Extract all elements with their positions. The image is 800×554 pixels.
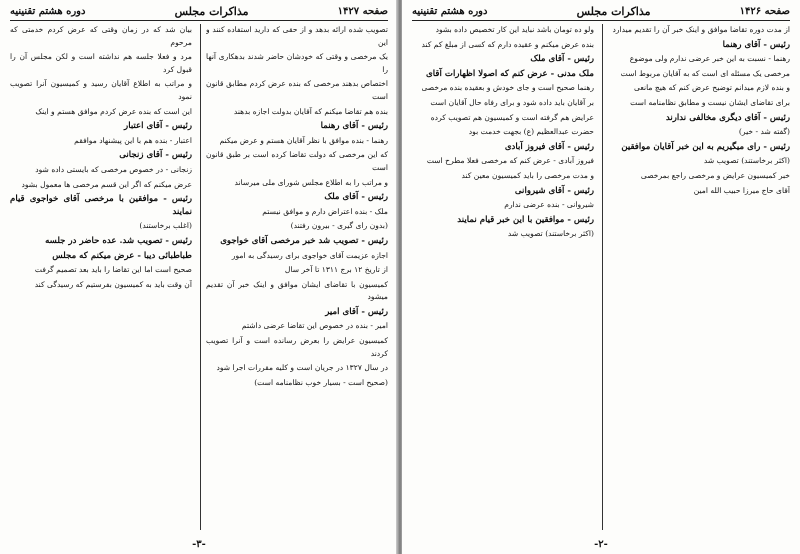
paragraph: (اکثر برخاستند) تصویب شد	[507, 229, 594, 239]
paragraph: که این مرخصی که دولت تقاضا کرده است بر طبق قانون است	[206, 150, 388, 172]
paragraph: فیروز آبادی - عرض کنم که مرخصی فعلا مطرح است	[426, 156, 594, 166]
paragraph: کمیسیون عرایض را بعرض رسانده است و آنرا تصویب کردند	[206, 336, 388, 358]
text-column-right	[608, 24, 790, 528]
paragraph: اعتبار - بنده هم با این پیشنهاد موافقم	[74, 135, 192, 145]
paragraph: تصویب شده ارائه بدهد و از حقی که دارید استفاده کنند و این	[206, 25, 388, 47]
paragraph: یک مرخصی و وقتی که خودشان حاضر شدند بدهکاری آنها را	[206, 52, 388, 74]
paragraph: عرض میکنم که اگر این قسم مرخصی ها معمول بشود	[21, 179, 192, 189]
speaker-line: رئیس - آقای رهنما	[320, 121, 388, 132]
speaker-line: رئیس - رای میگیریم به این خبر آقایان موافقین	[621, 141, 790, 152]
speaker-line: رئیس - آقای اعتبار	[124, 121, 192, 132]
paragraph: آقای حاج میرزا حبیب الله امین	[693, 185, 790, 195]
speaker-line: ملک مدنی - عرض کنم که اصولا اظهارات آقای	[426, 68, 594, 79]
speaker-line: رئیس - موافقین با مرخصی آقای خواجوی قیام نمایند	[10, 194, 192, 217]
header-page-number: صفحه ۱۴۲۶	[739, 6, 790, 17]
paragraph: و مدت مرخصی را باید کمیسیون معین کند	[461, 170, 594, 180]
paragraph: و بنده لازم میدانم توضیح عرض کنم که هیچ مانعی	[634, 83, 790, 93]
paragraph: مرخصی یک مسئله ای است که به آقایان مربوط است	[620, 68, 790, 78]
paragraph: صحیح است اما این تقاضا را باید بعد تصمیم گرفت	[34, 265, 192, 275]
speaker-line: رئیس - تصویب شد خبر مرخصی آقای خواجوی	[220, 235, 388, 246]
paragraph: شیروانی - بنده عرضی ندارم	[504, 200, 594, 210]
text-column-right	[206, 24, 388, 528]
paragraph: (گفته شد - خیر)	[738, 127, 790, 137]
paragraph: بیان شد که در زمان وقتی که عرض کردم خدمتی که مرحوم	[10, 25, 192, 47]
paragraph: (بدون رای گیری - بیرون رفتند)	[290, 221, 388, 231]
paragraph: رهنما - بنده موافق با نظر آقایان هستم و عرض میکنم	[219, 135, 388, 145]
paragraph: حضرت عبدالعظیم (ع) بجهت خدمت بود	[468, 127, 594, 137]
text-column-left	[412, 24, 594, 528]
page-header	[10, 4, 388, 19]
speaker-line: رئیس - آقای امیر	[325, 306, 388, 317]
speaker-line: رئیس - آقای دیگری مخالفی ندارند	[665, 112, 790, 123]
page-folio: -۳-	[192, 539, 206, 550]
speaker-line: رئیس - تصویب شد. عده حاضر در جلسه	[45, 235, 192, 246]
header-page-number: صفحه ۱۴۲۷	[337, 6, 388, 17]
header-rule	[10, 20, 388, 21]
paragraph: این است که بنده عرض کردم موافق هستم و اینک	[35, 106, 192, 116]
paragraph: عرایض هم گرفته است و کمیسیون هم تصویب کرده	[430, 112, 594, 122]
paragraph: بر آقایان باید داده شود و برای رفاه حال آقایان است	[430, 97, 594, 107]
paragraph: در سال ۱۳۲۷ در جریان است و کلیه مقررات اجرا شود	[216, 363, 388, 373]
header-title: مذاکرات مجلس	[174, 5, 249, 18]
paragraph: کمیسیون با تقاضای ایشان موافق و اینک خبر آن تقدیم میشود	[206, 279, 388, 302]
paragraph: (صحیح است - بسیار خوب نظامنامه است)	[254, 377, 388, 387]
left-page	[0, 0, 398, 554]
speaker-line: رئیس - آقای شیروانی	[514, 185, 594, 196]
paragraph: زنجانی - در خصوص مرخصی که بایستی داده شود	[35, 164, 192, 174]
paragraph: ولو ده تومان باشد نباید این کار تخصیص داده بشود	[435, 25, 594, 34]
paragraph: ملک - بنده اعتراض دارم و موافق نیستم	[262, 206, 388, 216]
speaker-line: طباطبائی دیبا - عرض میکنم که مجلس	[52, 250, 192, 261]
text-column-left	[10, 24, 192, 528]
column-divider	[602, 24, 603, 530]
speaker-line: رئیس - آقای فیروز آبادی	[504, 141, 594, 152]
speaker-line: رئیس - موافقین با این خبر قیام نمایند	[457, 214, 594, 225]
paragraph: از مدت دوره تقاضا موافق و اینک خبر آن را تقدیم میدارد	[612, 25, 790, 34]
paragraph: بنده هم تقاضا میکنم که آقایان بدولت اجازه بدهند	[233, 106, 388, 116]
paragraph: از تاریخ ۱۲ برج ۱۳۱۱ تا آخر سال	[284, 265, 388, 275]
paragraph: اختصاص بدهند مرخصی که بنده عرض کردم مطابق قانون است	[206, 79, 388, 101]
paragraph: خبر کمیسیون عرایض و مرخصی راجع بمرخصی	[640, 170, 790, 180]
header-title: مذاکرات مجلس	[576, 5, 651, 18]
paragraph: مرد و فعلا جلسه هم نداشته است و لکن مجلس آن را قبول کرد	[10, 52, 192, 74]
header-rule	[412, 20, 790, 21]
paragraph: (اکثر برخاستند) تصویب شد	[703, 156, 790, 166]
speaker-line: رئیس - آقای زنجانی	[119, 150, 192, 161]
paragraph: و مراتب به اطلاع آقایان رسید و کمیسیون آنرا تصویب نمود	[10, 79, 192, 101]
paragraph: و مراتب را به اطلاع مجلس شورای ملی میرساند	[234, 177, 388, 187]
paragraph: رهنما صحیح است و جای خودش و بعقیده بنده مرخصی	[421, 83, 594, 93]
paragraph: برای تقاضای ایشان نیست و مطابق نظامنامه است	[630, 97, 790, 107]
paragraph: امیر - بنده در خصوص این تقاضا عرضی داشتم	[241, 321, 388, 331]
page-header	[412, 4, 790, 19]
speaker-line: رئیس - آقای ملک	[324, 192, 388, 203]
paragraph: (اغلب برخاستند)	[139, 221, 192, 231]
paragraph: رهنما - نسبت به این خبر عرضی ندارم ولی موضوع	[629, 54, 790, 64]
right-page	[402, 0, 800, 554]
paragraph: بنده عرض میکنم و عقیده دارم که کسی از مبلغ کم کند	[421, 39, 594, 49]
column-divider	[200, 24, 201, 530]
paragraph: آن وقت باید به کمیسیون بفرستیم که رسیدگی کند	[34, 279, 192, 289]
header-session: دوره هشتم تقنینیه	[412, 6, 488, 17]
paragraph: اجازه عزیمت آقای خواجوی برای رسیدگی به امور	[231, 250, 388, 260]
page-folio: -۲-	[594, 539, 608, 550]
header-session: دوره هشتم تقنينيه	[10, 6, 86, 17]
speaker-line: رئیس - آقای رهنما	[722, 39, 790, 50]
speaker-line: رئیس - آقای ملک	[530, 54, 594, 65]
